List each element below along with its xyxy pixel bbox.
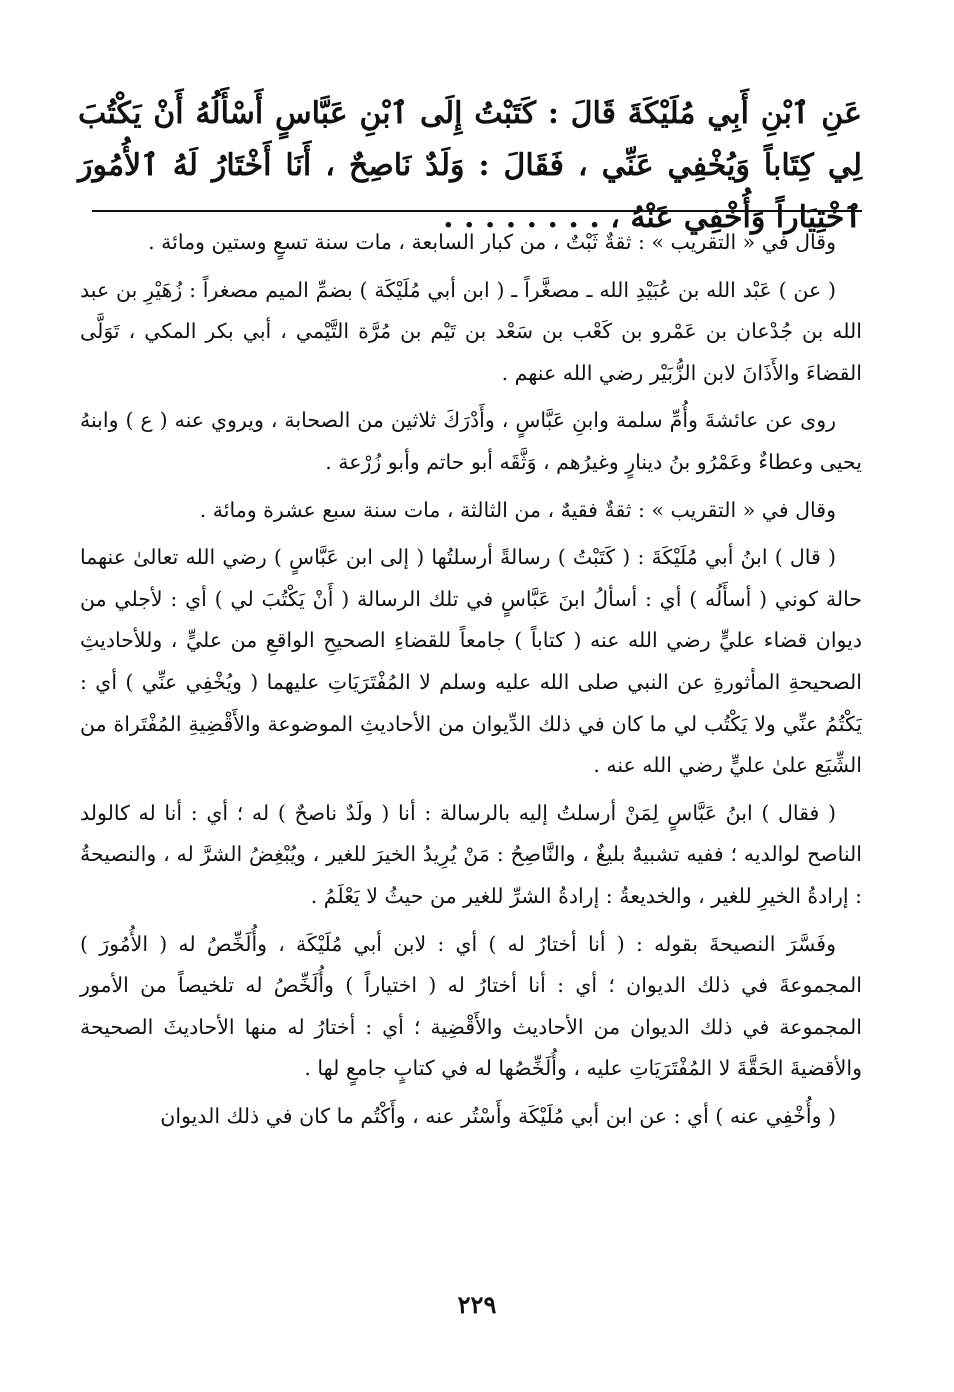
footnote-divider bbox=[92, 210, 862, 212]
commentary-paragraph: ( وأُخْفِي عنه ) أي : عن ابن أبي مُلَيْكَة وأَسْتُر عنه ، وأَكْتُم ما كان في ذلك الديوان bbox=[160, 1103, 836, 1128]
commentary-paragraph: روى عن عائشةَ وأُمِّ سلمة وابنِ عَبَّاسٍ ، وأَدْرَكَ ثلاثين من الصحابة ، ويروي عنه ( ع ) وابنهُ يحيى وعطاءٌ وعَمْرُو بنُ دينارٍ وغيرُهم ، وَثَّقَه أبو حاتم وأبو زُرْعة . bbox=[80, 408, 862, 474]
commentary-paragraph: وقال في « التقريب » : ثقةٌ ثَبْتٌ ، من كبار السابعة ، مات سنة تسعٍ وستين ومائة . bbox=[148, 230, 836, 254]
commentary-paragraph: ( قال ) ابنُ أبي مُلَيْكَةَ : ( كَتَبْتُ ) رسالةً أرسلتُها ( إلى ابن عَبَّاسٍ ) رضي الله تعالىٰ عنهما حالة كوني ( أسأَلُه ) أي : أسألُ ابنَ عَبَّاسٍ في تلك الرسالة ( أَنْ يَكْتُبَ لي ) أي : لأجلي من ديوان قضاء عليٍّ رضي الله عنه ( كتاباً ) جامعاً للقضاءِ الصحيحِ الواقعِ من عليٍّ ، وللأحاديثِ الصحيحةِ المأثورةِ عن النبي صلى الله عليه وسلم لا المُفْتَرَيَاتِ عليهما ( ويُخْفِي عنِّي ) أي : يَكْتُمُ عنِّي ولا يَكْتُب لي ما كان في ذلك الدِّيوان من الأحاديثِ الموضوعة والأَقْضِيةِ المُفْتَراة من الشِّيَع علىٰ عليٍّ رضي الله عنه . bbox=[80, 545, 862, 778]
commentary-paragraph: وقال في « التقريب » : ثقةٌ فقيهٌ ، من الثالثة ، مات سنة سبع عشرة ومائة . bbox=[199, 497, 836, 522]
commentary-paragraph: ( فقال ) ابنُ عَبَّاسٍ لِمَنْ أرسلتُ إليه بالرسالة : أنا ( ولَدٌ ناصحٌ ) له ؛ أي : أنا له كالولد الناصح لوالديه ؛ ففيه تشبيهٌ بليغٌ ، والنَّاصِحُ : مَنْ يُرِيدُ الخيرَ للغير ، ويُبْغِضُ الشرَّ له ، والنصيحةُ : إرادةُ الخيرِ للغير ، والخديعةُ : إرادةُ الشرِّ للغير من حيثُ لا يَعْلَمُ . bbox=[80, 800, 862, 908]
commentary-section bbox=[80, 222, 862, 1143]
commentary-paragraph: ( عن ) عَبْد الله بن عُبَيْدِ الله ـ مصغَّراً ـ ( ابن أبي مُلَيْكَة ) بضمِّ الميم مصغراً : زُهَيْرِ بن عبد الله بن جُدْعان بن عَمْرو بن كَعْب بن سَعْد بن تَيْم بن مُرَّة التَّيْمي ، أبي بكر المكي ، تَوَلَّى القضاءَ والأَذَانَ لابن الزُّبَيْر رضي الله عنهم . bbox=[80, 277, 862, 385]
hadith-text: عَنِ ٱبْنِ أَبِي مُلَيْكَةَ قَالَ : كَتَبْتُ إِلَى ٱبْنِ عَبَّاسٍ أَسْأَلُهُ أَنْ يَكْتُبَ لِي كِتَاباً وَيُخْفِي عَنِّي ، فَقَالَ : وَلَدٌ نَاصِحٌ ، أَنَا أَخْتَارُ لَهُ ٱلأُمُورَ ٱخْتِيَاراً وَأُخْفِي عَنْهُ ، . . . . . . . . bbox=[78, 96, 862, 235]
commentary-paragraph: وفَسَّرَ النصيحةَ بقوله : ( أنا أختارُ له ) أي : لابن أبي مُلَيْكَة ، وأُلَخِّصُ له ( الأُمُورَ ) المجموعةَ في ذلك الديوان ؛ أي : أنا أختارُ له ( اختياراً ) وأُلَخِّصُ له تلخيصاً من الأمور المجموعة في ذلك الديوان من الأحاديث والأَقْضِية ؛ أي : أختارُ له منها الأحاديثَ الصحيحة والأقضيةَ الحَقَّةَ لا المُفْتَرَيَاتِ عليه ، وأُلَخِّصُها له في كتابٍ جامعٍ لها . bbox=[80, 931, 862, 1081]
page-number: ٢٢٩ bbox=[457, 1290, 497, 1319]
